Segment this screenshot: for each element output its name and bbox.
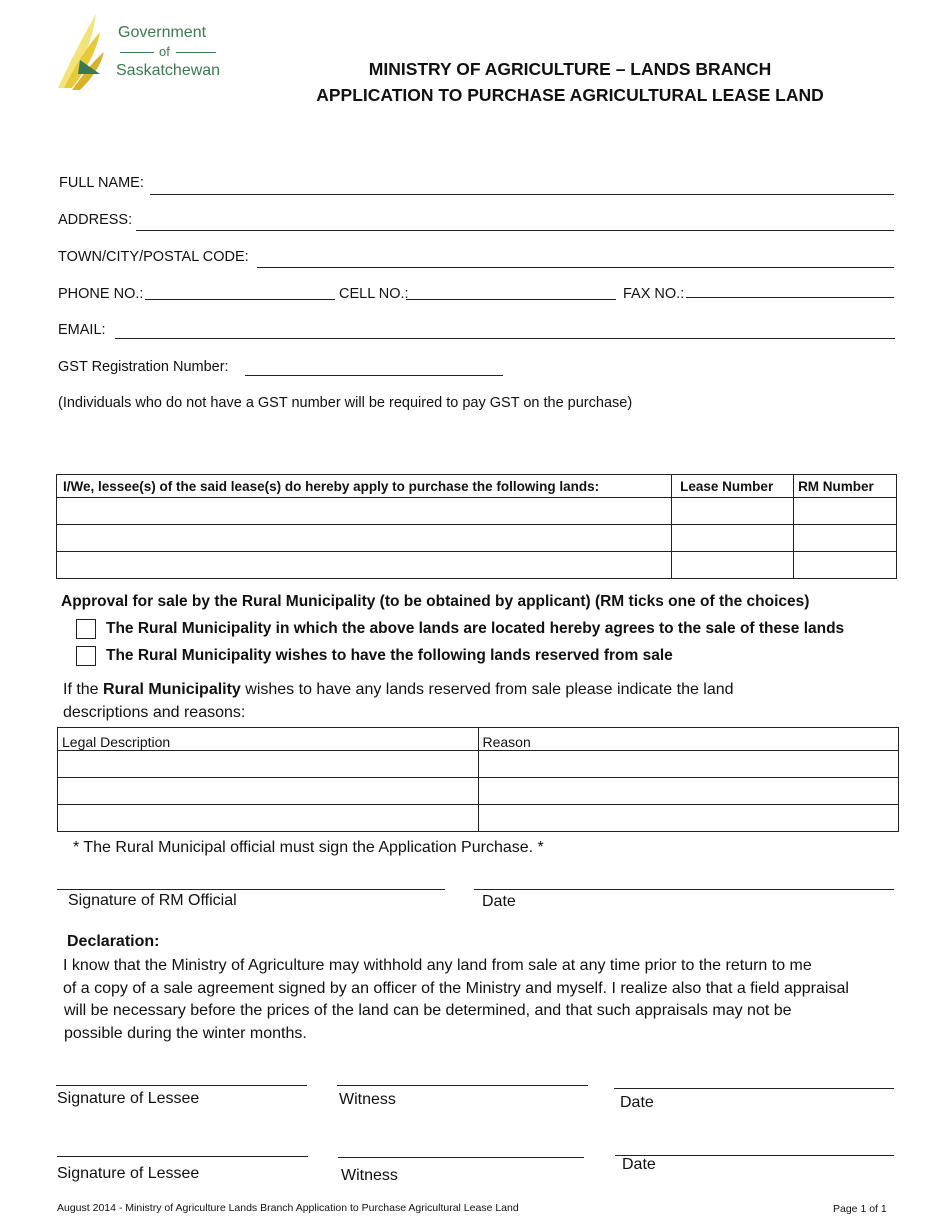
declaration-line-4: possible during the winter months.	[64, 1024, 307, 1042]
lessee-signature-label-1: Signature of Lessee	[57, 1090, 200, 1107]
rm-date-line[interactable]	[474, 889, 894, 890]
logo-line-1: Government	[118, 24, 207, 41]
instructions-suffix: wishes to have any lands reserved from sale please indicate the land	[240, 681, 734, 698]
lessee-signature-label-2: Signature of Lessee	[57, 1165, 200, 1182]
table-row	[57, 552, 897, 579]
approval-agree-label: The Rural Municipality in which the above lands are located hereby agrees to the sale of these lands	[106, 620, 845, 637]
table-cell[interactable]	[478, 778, 899, 805]
footer-text: August 2014 - Ministry of Agriculture Lands Branch Application to Purchase Agricultural Lease Land	[57, 1202, 519, 1214]
witness-line-1[interactable]	[337, 1085, 588, 1086]
gst-field[interactable]	[245, 375, 503, 376]
approval-agree-checkbox[interactable]	[76, 619, 96, 639]
instructions-prefix: If the	[63, 681, 104, 698]
table-cell[interactable]	[478, 805, 899, 832]
declaration-line-2: of a copy of a sale agreement signed by an officer of the Ministry and myself. I realize also that a field appraisal	[63, 979, 849, 997]
table-cell[interactable]	[57, 525, 672, 552]
declaration-line-1: I know that the Ministry of Agriculture may withhold any land from sale at any time prior to the return to me	[63, 957, 812, 974]
table-cell[interactable]	[794, 525, 897, 552]
table-cell[interactable]	[794, 552, 897, 579]
approval-reserve-checkbox[interactable]	[76, 646, 96, 666]
table-cell[interactable]	[672, 525, 794, 552]
lessee-signature-line-1[interactable]	[56, 1085, 307, 1086]
approval-reserve-label: The Rural Municipality wishes to have the following lands reserved from sale	[106, 647, 673, 664]
lessee-signature-line-2[interactable]	[57, 1156, 308, 1157]
full-name-field[interactable]	[150, 194, 894, 195]
reserve-instructions-line-2: descriptions and reasons:	[63, 704, 246, 721]
table-cell[interactable]	[672, 498, 794, 525]
cell-label: CELL NO.:	[339, 286, 409, 302]
page-title-line-2: APPLICATION TO PURCHASE AGRICULTURAL LEASE LAND	[316, 85, 824, 105]
date-label-2: Date	[622, 1156, 656, 1173]
logo-divider-right	[176, 52, 216, 53]
page-number: Page 1 of 1	[833, 1203, 887, 1215]
cell-field[interactable]	[406, 299, 616, 300]
date-label-1: Date	[620, 1094, 654, 1111]
phone-label: PHONE NO.:	[58, 286, 144, 302]
page-title-line-1: MINISTRY OF AGRICULTURE – LANDS BRANCH	[368, 59, 772, 79]
table-cell[interactable]	[672, 552, 794, 579]
reserved-header-reason: Reason	[478, 728, 899, 751]
declaration-heading: Declaration:	[67, 933, 160, 950]
table-cell[interactable]	[57, 498, 672, 525]
reserved-table-header	[58, 728, 899, 751]
declaration-line-3: will be necessary before the prices of the land can be determined, and that such appraisals may not be	[64, 1002, 792, 1019]
logo-line-3: Saskatchewan	[116, 62, 221, 79]
rm-signature-label: Signature of RM Official	[68, 892, 237, 909]
email-field[interactable]	[115, 338, 895, 339]
rm-official-note: * The Rural Municipal official must sign the Application Purchase. *	[73, 839, 544, 856]
witness-label-2: Witness	[341, 1167, 398, 1184]
table-cell[interactable]	[58, 805, 479, 832]
approval-heading: Approval for sale by the Rural Municipality (to be obtained by applicant) (RM ticks one of the choices)	[61, 593, 810, 610]
table-cell[interactable]	[58, 751, 479, 778]
table-row	[58, 751, 899, 778]
table-cell[interactable]	[58, 778, 479, 805]
reserved-table	[57, 727, 899, 832]
table-cell[interactable]	[478, 751, 899, 778]
gst-label: GST Registration Number:	[58, 359, 229, 375]
table-row	[57, 525, 897, 552]
town-label: TOWN/CITY/POSTAL CODE:	[58, 249, 249, 265]
lands-table	[56, 474, 897, 579]
email-label: EMAIL:	[58, 322, 106, 338]
town-field[interactable]	[257, 267, 894, 268]
logo-line-2: of	[159, 44, 170, 59]
witness-line-2[interactable]	[338, 1157, 584, 1158]
government-logo	[56, 12, 221, 90]
declaration-text	[63, 955, 849, 1045]
date-line-1[interactable]	[614, 1088, 894, 1089]
lands-header-description: I/We, lessee(s) of the said lease(s) do hereby apply to purchase the following lands:	[57, 475, 672, 498]
table-row	[58, 778, 899, 805]
instructions-bold: Rural Municipality	[103, 681, 241, 698]
rm-signature-line[interactable]	[57, 889, 445, 890]
lands-header-rm-number: RM Number	[794, 475, 897, 498]
wheat-logo-icon	[56, 12, 116, 90]
gst-note: (Individuals who do not have a GST number will be required to pay GST on the purchase)	[58, 395, 633, 411]
table-cell[interactable]	[794, 498, 897, 525]
fax-label: FAX NO.:	[623, 286, 685, 302]
table-row	[58, 805, 899, 832]
reserved-header-legal-description: Legal Description	[58, 728, 479, 751]
lands-table-header	[57, 475, 897, 498]
witness-label-1: Witness	[339, 1091, 396, 1108]
date-line-2[interactable]	[615, 1155, 894, 1156]
address-label: ADDRESS:	[58, 212, 133, 228]
table-cell[interactable]	[57, 552, 672, 579]
full-name-label: FULL NAME:	[59, 175, 144, 191]
fax-field[interactable]	[686, 297, 894, 298]
lands-header-lease-number: Lease Number	[672, 475, 794, 498]
logo-divider-left	[120, 52, 154, 53]
rm-date-label: Date	[482, 893, 516, 910]
reserve-instructions-line-1	[63, 681, 734, 699]
phone-field[interactable]	[145, 299, 335, 300]
table-row	[57, 498, 897, 525]
address-field[interactable]	[136, 230, 894, 231]
